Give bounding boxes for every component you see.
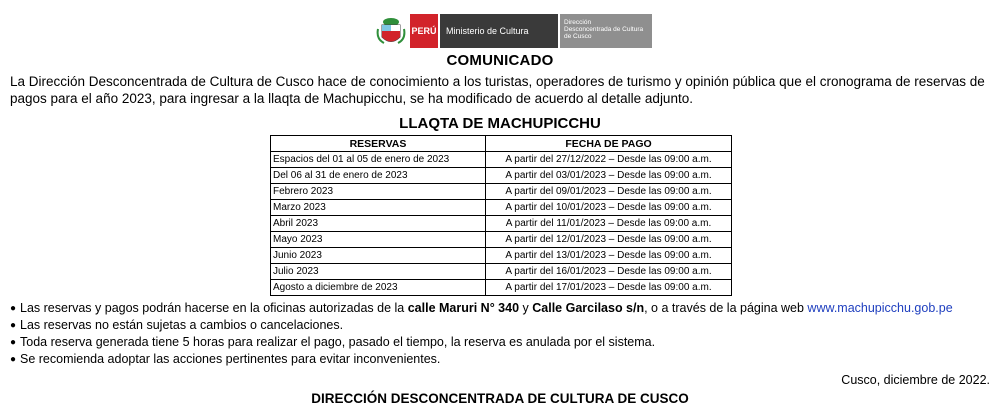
peru-label: PERÚ xyxy=(410,14,438,48)
bullet-icon: ● xyxy=(10,303,17,314)
schedule-table xyxy=(270,135,732,296)
notes-list xyxy=(10,300,995,368)
reserva-cell: Junio 2023 xyxy=(271,248,486,264)
address-maruri: calle Maruri N° 340 xyxy=(407,301,520,315)
note-text: Las reservas no están sujetas a cambios o cancelaciones. xyxy=(20,318,344,332)
note-text-part: , o a través de la página web xyxy=(644,301,808,315)
bullet-icon: ● xyxy=(10,320,17,331)
note-text-part: Las reservas y pagos podrán hacerse en la oficinas autorizadas de la xyxy=(20,301,408,315)
reserva-cell: Febrero 2023 xyxy=(271,184,486,200)
note-text: Se recomienda adoptar las acciones pertinentes para evitar inconvenientes. xyxy=(20,352,441,366)
intro-paragraph: La Dirección Desconcentrada de Cultura de Cusco hace de conocimiento a los turistas, operadores de turismo y opinión pública que el cronograma de reservas de pagos para el año 2023, para ingresar a la llaqta de Machupicchu, se ha modificado de acuerdo al detalle adjunto. xyxy=(10,74,985,106)
table-row xyxy=(271,248,732,264)
address-garcilaso: Calle Garcilaso s/n xyxy=(532,301,645,315)
table-row xyxy=(271,168,732,184)
institution-header xyxy=(374,14,652,48)
section-subtitle: LLAQTA DE MACHUPICCHU xyxy=(399,115,601,132)
table-row xyxy=(271,200,732,216)
table-header-row xyxy=(271,136,732,152)
table-row xyxy=(271,152,732,168)
table-row xyxy=(271,216,732,232)
ministry-label: Ministerio de Cultura xyxy=(440,14,558,48)
fecha-pago-cell: A partir del 13/01/2023 – Desde las 09:00 a.m. xyxy=(486,248,732,264)
peru-coat-of-arms-icon xyxy=(374,14,408,48)
fecha-pago-cell: A partir del 10/01/2023 – Desde las 09:00 a.m. xyxy=(486,200,732,216)
column-header-fecha-pago: FECHA DE PAGO xyxy=(486,136,732,152)
note-text-part: y xyxy=(519,301,533,315)
list-item xyxy=(10,317,995,334)
table-row xyxy=(271,232,732,248)
column-header-reservas: RESERVAS xyxy=(271,136,486,152)
fecha-pago-cell: A partir del 27/12/2022 – Desde las 09:00 a.m. xyxy=(486,152,732,168)
bullet-icon: ● xyxy=(10,337,17,348)
reserva-cell: Del 06 al 31 de enero de 2023 xyxy=(271,168,486,184)
list-item xyxy=(10,351,995,368)
reserva-cell: Abril 2023 xyxy=(271,216,486,232)
note-text xyxy=(20,300,953,317)
fecha-pago-cell: A partir del 16/01/2023 – Desde las 09:00 a.m. xyxy=(486,264,732,280)
fecha-pago-cell: A partir del 09/01/2023 – Desde las 09:00 a.m. xyxy=(486,184,732,200)
table-row xyxy=(271,184,732,200)
fecha-pago-cell: A partir del 12/01/2023 – Desde las 09:00 a.m. xyxy=(486,232,732,248)
bullet-icon: ● xyxy=(10,354,17,365)
note-text: Toda reserva generada tiene 5 horas para realizar el pago, pasado el tiempo, la reserva es anulada por el sistema. xyxy=(20,335,656,349)
fecha-pago-cell: A partir del 03/01/2023 – Desde las 09:00 a.m. xyxy=(486,168,732,184)
list-item xyxy=(10,334,995,351)
table-row xyxy=(271,264,732,280)
reserva-cell: Julio 2023 xyxy=(271,264,486,280)
page-title: COMUNICADO xyxy=(446,52,554,69)
website-link[interactable]: www.machupicchu.gob.pe xyxy=(807,301,953,315)
date-line: Cusco, diciembre de 2022. xyxy=(841,373,990,387)
reserva-cell: Agosto a diciembre de 2023 xyxy=(271,280,486,296)
reserva-cell: Espacios del 01 al 05 de enero de 2023 xyxy=(271,152,486,168)
ddc-label: Dirección Desconcentrada de Cultura de Cusco xyxy=(560,14,652,48)
fecha-pago-cell: A partir del 17/01/2023 – Desde las 09:00 a.m. xyxy=(486,280,732,296)
reserva-cell: Mayo 2023 xyxy=(271,232,486,248)
fecha-pago-cell: A partir del 11/01/2023 – Desde las 09:00 a.m. xyxy=(486,216,732,232)
footer-signature: DIRECCIÓN DESCONCENTRADA DE CULTURA DE CUSCO xyxy=(311,391,689,406)
table-row xyxy=(271,280,732,296)
reserva-cell: Marzo 2023 xyxy=(271,200,486,216)
list-item xyxy=(10,300,995,317)
